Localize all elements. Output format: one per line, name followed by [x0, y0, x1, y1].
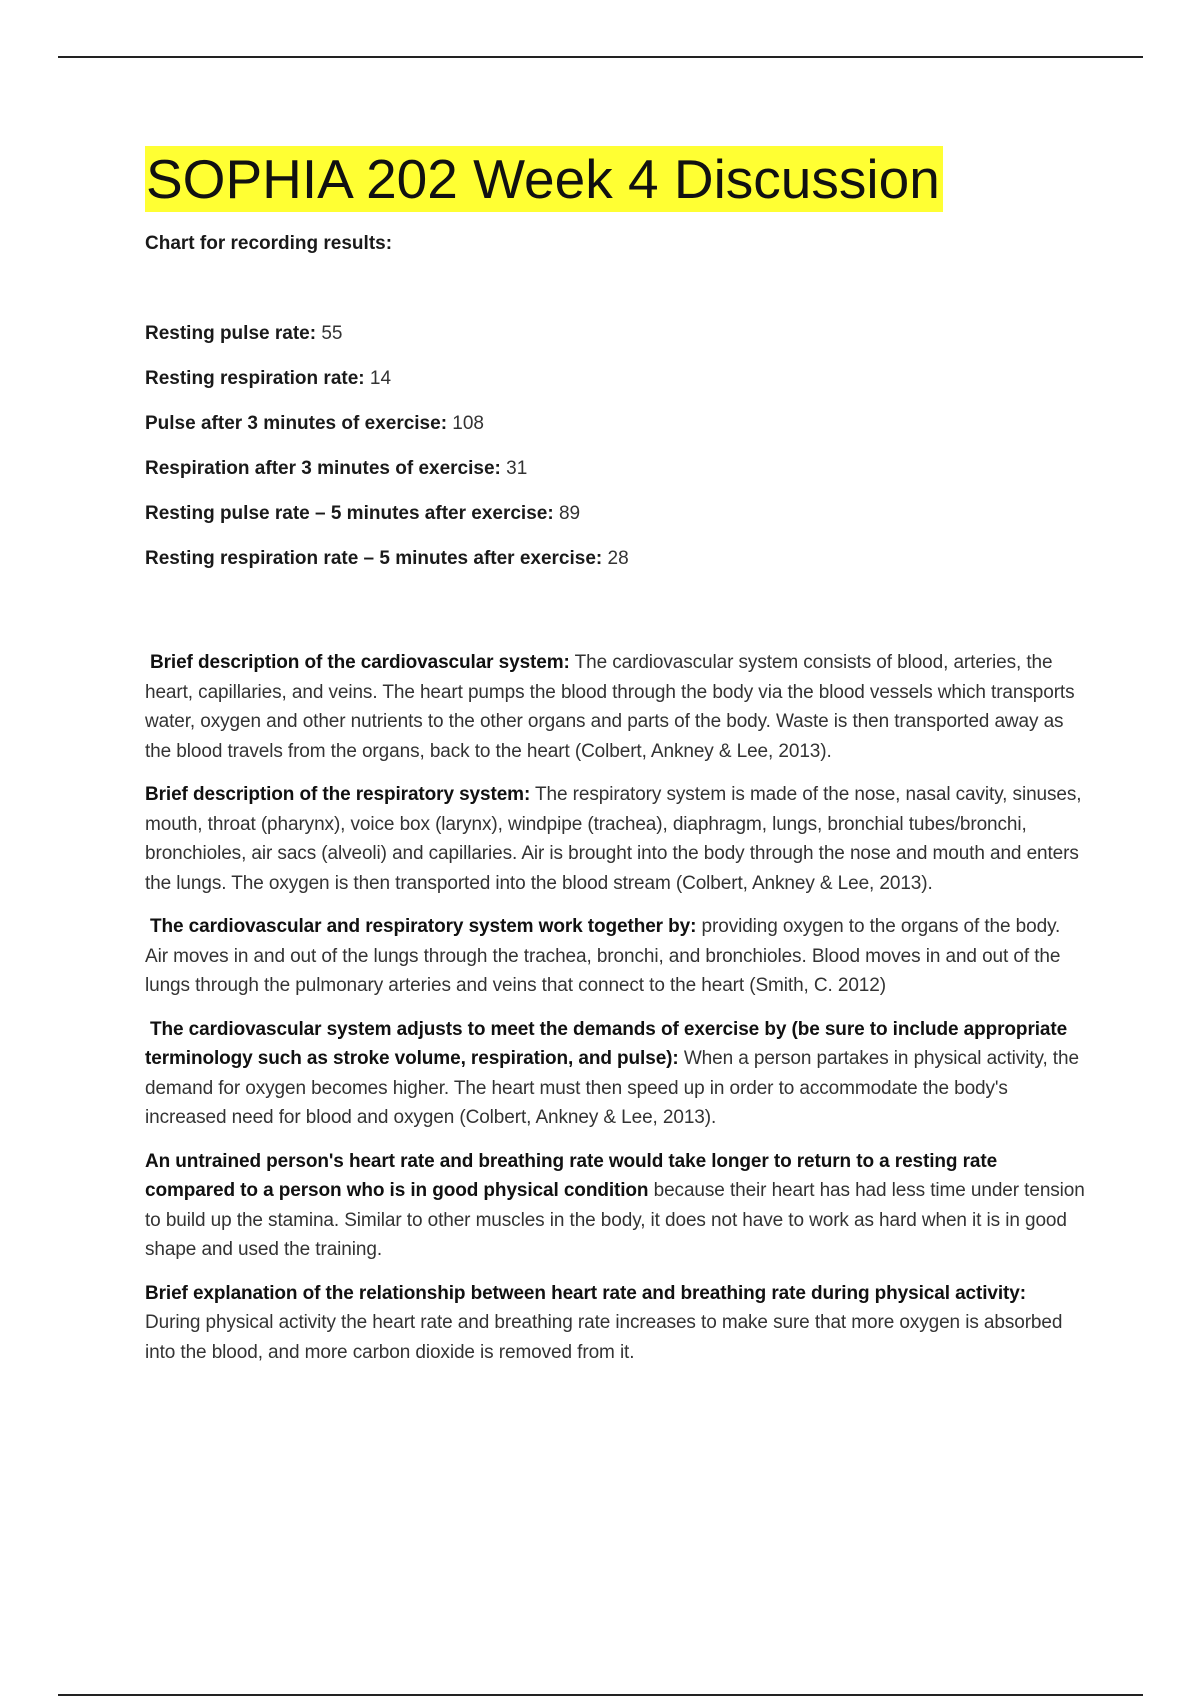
section-work-together	[145, 912, 1085, 1001]
section-exercise-adjustment	[145, 1015, 1085, 1133]
result-label: Resting respiration rate:	[145, 368, 365, 389]
result-value: 31	[506, 458, 528, 479]
section-cardiovascular	[145, 648, 1085, 766]
section-text: The respiratory system is made of the nose, nasal cavity, sinuses, mouth, throat (pharynx), voice box (larynx), windpipe (trachea), diaphragm, lungs, bronchial tubes/bronchi, bronchioles, air sacs (alveoli) and capillaries. Air is brought into the body through the nose and mouth and enters the lungs. The oxygen is then transported into the blood stream (Colbert, Ankney & Lee, 2013).	[145, 784, 1082, 894]
result-label: Resting pulse rate – 5 minutes after exercise:	[145, 503, 554, 524]
bottom-rule	[58, 1694, 1143, 1696]
chart-heading: Chart for recording results:	[145, 233, 393, 254]
result-row	[145, 320, 1085, 365]
result-row	[145, 365, 1085, 410]
section-label: Brief description of the respiratory system:	[145, 784, 531, 805]
section-label: Brief description of the cardiovascular system:	[150, 652, 570, 673]
result-row	[145, 545, 1085, 590]
section-text: When a person partakes in physical activity, the demand for oxygen becomes higher. The heart must then speed up in order to accommodate the body's increased need for blood and oxygen (Colbert, Ankney & Lee, 2013).	[145, 1048, 1079, 1128]
section-text: because their heart has had less time under tension to build up the stamina. Similar to other muscles in the body, it does not have to work as hard when it is in good shape and used the training.	[145, 1180, 1085, 1260]
section-text: During physical activity the heart rate and breathing rate increases to make sure that more oxygen is absorbed into the blood, and more carbon dioxide is removed from it.	[145, 1312, 1063, 1363]
section-label: An untrained person's heart rate and breathing rate would take longer to return to a resting rate compared to a person who is in good physical condition	[145, 1150, 998, 1201]
section-label: The cardiovascular and respiratory system work together by:	[150, 916, 697, 937]
result-value: 55	[321, 323, 343, 344]
result-value: 108	[452, 413, 484, 434]
result-label: Resting respiration rate – 5 minutes after exercise:	[145, 548, 603, 569]
document-title: SOPHIA 202 Week 4 Discussion	[145, 146, 943, 212]
result-label: Pulse after 3 minutes of exercise:	[145, 413, 448, 434]
section-untrained-person	[145, 1147, 1085, 1265]
result-label: Resting pulse rate:	[145, 323, 317, 344]
section-text: providing oxygen to the organs of the body. Air moves in and out of the lungs through the trachea, bronchi, and bronchioles. Blood moves in and out of the lungs through the pulmonary arteries and veins that connect to the heart (Smith, C. 2012)	[145, 916, 1061, 996]
document-page	[145, 146, 1085, 1381]
results-list	[145, 320, 1085, 590]
top-rule	[58, 56, 1143, 58]
section-label: The cardiovascular system adjusts to meet the demands of exercise by (be sure to include appropriate terminology such as stroke volume, respiration, and pulse):	[145, 1018, 1068, 1069]
result-value: 89	[558, 503, 581, 524]
discussion-sections	[145, 648, 1085, 1367]
section-relationship	[145, 1279, 1085, 1368]
result-label: Respiration after 3 minutes of exercise:	[145, 458, 501, 479]
result-row	[145, 410, 1085, 455]
section-respiratory	[145, 780, 1085, 898]
result-value: 14	[369, 368, 392, 389]
section-text: The cardiovascular system consists of blood, arteries, the heart, capillaries, and veins. The heart pumps the blood through the body via the blood vessels which transports water, oxygen and other nutrients to the other organs and parts of the body. Waste is then transported away as the blood travels from the organs, back to the heart (Colbert, Ankney & Lee, 2013).	[145, 652, 1075, 762]
section-label: Brief explanation of the relationship between heart rate and breathing rate during physical activity:	[145, 1282, 1026, 1304]
result-row	[145, 500, 1085, 545]
result-row	[145, 455, 1085, 500]
result-value: 28	[607, 548, 629, 569]
